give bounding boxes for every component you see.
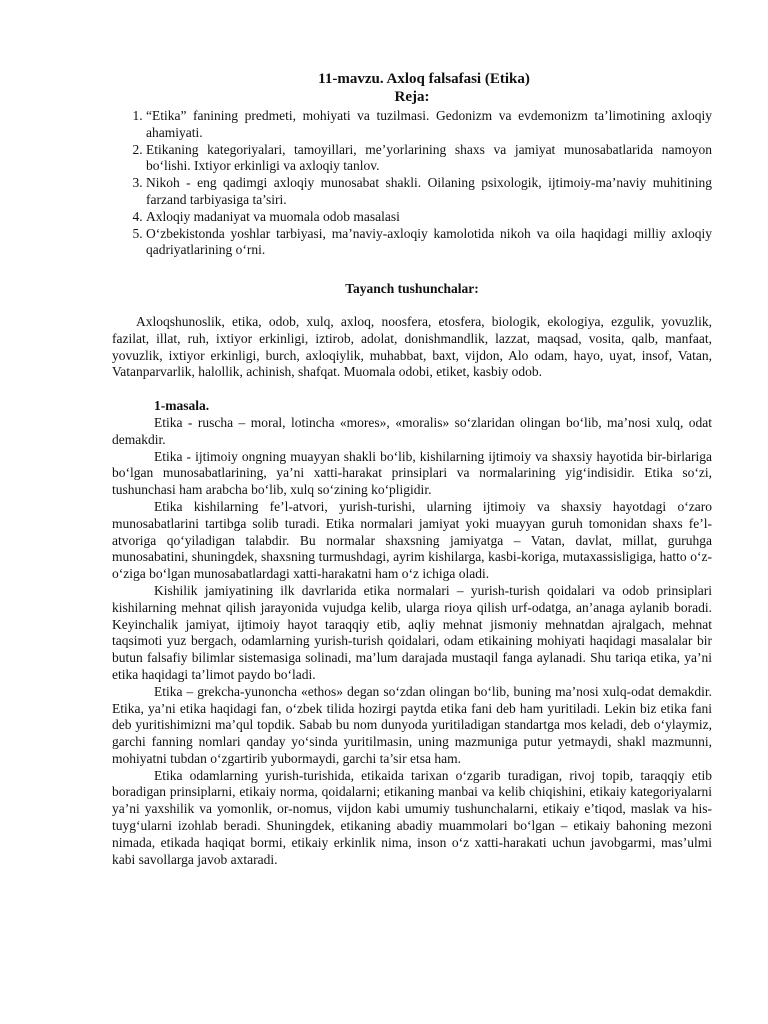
masala-heading: 1-masala. (154, 398, 210, 414)
document-title: 11-mavzu. Axloq falsafasi (Etika) (318, 71, 530, 87)
plan-item: 2. Etikaning kategoriyalari, tamoyillari, me’yorlarining shaxs va jamiyat munosabatlarida namoyon bo‘lishi. Ixtiyor erkinligi va axloqiy tanlov. (146, 142, 712, 176)
body-paragraph: Etika kishilarning fe’l-atvori, yurish-turishi, ularning ijtimoiy va shaxsiy hayotdagi o‘zaro munosabatlarini tartibga solib turadi. Etika normalari jamiyat yoki muayyan guruh tomonidan shaxs fe’l-atvoriga qo‘yiladigan talabdir. Bu normalar shaxsning jamiyatga – Vatan, davlat, millat, guruhga munosabatini, shuningdek, shaxsning turmushdagi, ayrim kishilarga, kasbi-koriga, mutaxassisligiga, hatto o‘z-o‘ziga bo‘lgan munosabatlardagi xatti-harakatni ham o‘z ichiga oladi. (112, 498, 712, 582)
plan-heading: Reja: (394, 89, 430, 105)
plan-list (112, 108, 712, 259)
body-paragraph: Etika – grekcha-yunoncha «ethos» degan so‘zdan olingan bo‘lib, buning ma’nosi xulq-odat demakdir. Etika, ya’ni etika haqidagi fan, o‘zbek tilida hozirgi paytda etika fani deb ham yuritiladi. Lekin biz etika fani deb yuritishimizni ma’qul topdik. Sabab bu nom dunyoda yuritiladigan standartga mos keladi, deb o‘ylaymiz, garchi fanning nomlari qanday yo‘sinda yuritilmasin, uning mazmuniga putur yetmaydi, shakl mazmunni, mohiyatni tubdan o‘zgartirib yubormaydi, garchi ta’sir etsa ham. (112, 683, 712, 766)
plan-item: 4. Axloqiy madaniyat va muomala odob masalasi (146, 209, 712, 226)
plan-item: 3. Nikoh - eng qadimgi axloqiy munosabat shakli. Oilaning psixologik, ijtimoiy-ma’naviy muhitining farzand tarbiyasiga ta’siri. (146, 175, 712, 209)
keywords-heading: Tayanch tushunchalar: (345, 281, 479, 297)
body-paragraph: Etika - ruscha – moral, lotincha «mores», «moralis» so‘zlaridan olingan bo‘lib, ma’nosi xulq, odat demakdir. (112, 414, 712, 447)
body-paragraph: Kishilik jamiyatining ilk davrlarida etika normalari – yurish-turish qoidalari va odob prinsiplari kishilarning mehnat qilish jarayonida vujudga kelib, ularga rioya qilish urf-odatga, an’anaga aylanib boradi. Keyinchalik jamiyat, ijtimoiy hayot taraqqiy etib, aqliy mehnat jismoniy mehnatdan ajralgach, mehnat taqsimoti yuz bergach, odamlarning yurish-turish qoidalari, odam etikaining mohiyati haqidagi masalalar bir butun falsafiy bilimlar sistemasiga solinadi, ma’lum darajada mustaqil fanga aylanadi. Shu tariqa etika, ya’ni etika haqidagi ta’limot paydo bo‘ladi. (112, 582, 712, 682)
plan-item: 5. O‘zbekistonda yoshlar tarbiyasi, ma’naviy-axloqiy kamolotida nikoh va oila haqidagi milliy axloqiy qadriyatlarining o‘rni. (146, 226, 712, 260)
plan-item: 1. “Etika” fanining predmeti, mohiyati va tuzilmasi. Gedonizm va evdemonizm ta’limotining axloqiy ahamiyati. (146, 108, 712, 142)
body-paragraph: Etika odamlarning yurish-turishida, etikaida tarixan o‘zgarib turadigan, rivoj topib, taraqqiy etib boradigan prinsiplarni, etikaiy norma, qoidalarni; etikaning manbai va kelib chiqishini, etikaiy kategoriyalarni ya’ni yaxshilik va yomonlik, or-nomus, vijdon kabi umumiy tushunchalarni, etikaiy e’tiqod, maslak va his-tuyg‘ularni izohlab beradi. Shuningdek, etikaning abadiy muammolari bo‘lgan – etikaiy bahoning mezoni nimada, etikada haqiqat bormi, etikaiy erkinlik nima, inson o‘z xatti-harakati uchun javobgarmi, mas’ulmi kabi savollarga javob axtaradi. (112, 767, 712, 867)
body-paragraph: Etika - ijtimoiy ongning muayyan shakli bo‘lib, kishilarning ijtimoiy va shaxsiy hayotida bir-birlariga bo‘lgan munosabatlarining, ya’ni xatti-harakat prinsiplari va normalarining yig‘indisidir. Etika so‘zi, tushunchasi ham arabcha bo‘lib, xulq so‘zining ko‘pligidir. (112, 448, 712, 498)
keywords-paragraph: Axloqshunoslik, etika, odob, xulq, axloq, noosfera, etosfera, biologik, ekologiya, ezgulik, yovuzlik, fazilat, illat, ruh, ixtiyor erkinligi, iztirob, adolat, donishmandlik, lazzat, maqsad, vosita, qalb, manfaat, yovuzlik, ixtiyor erkinligi, burch, axloqiylik, muhabbat, baxt, vijdon, Alo odam, hayo, uyat, insof, Vatan, Vatanparvarlik, halollik, achinish, shafqat. Muomala odobi, etiket, kasbiy odob. (112, 313, 712, 380)
